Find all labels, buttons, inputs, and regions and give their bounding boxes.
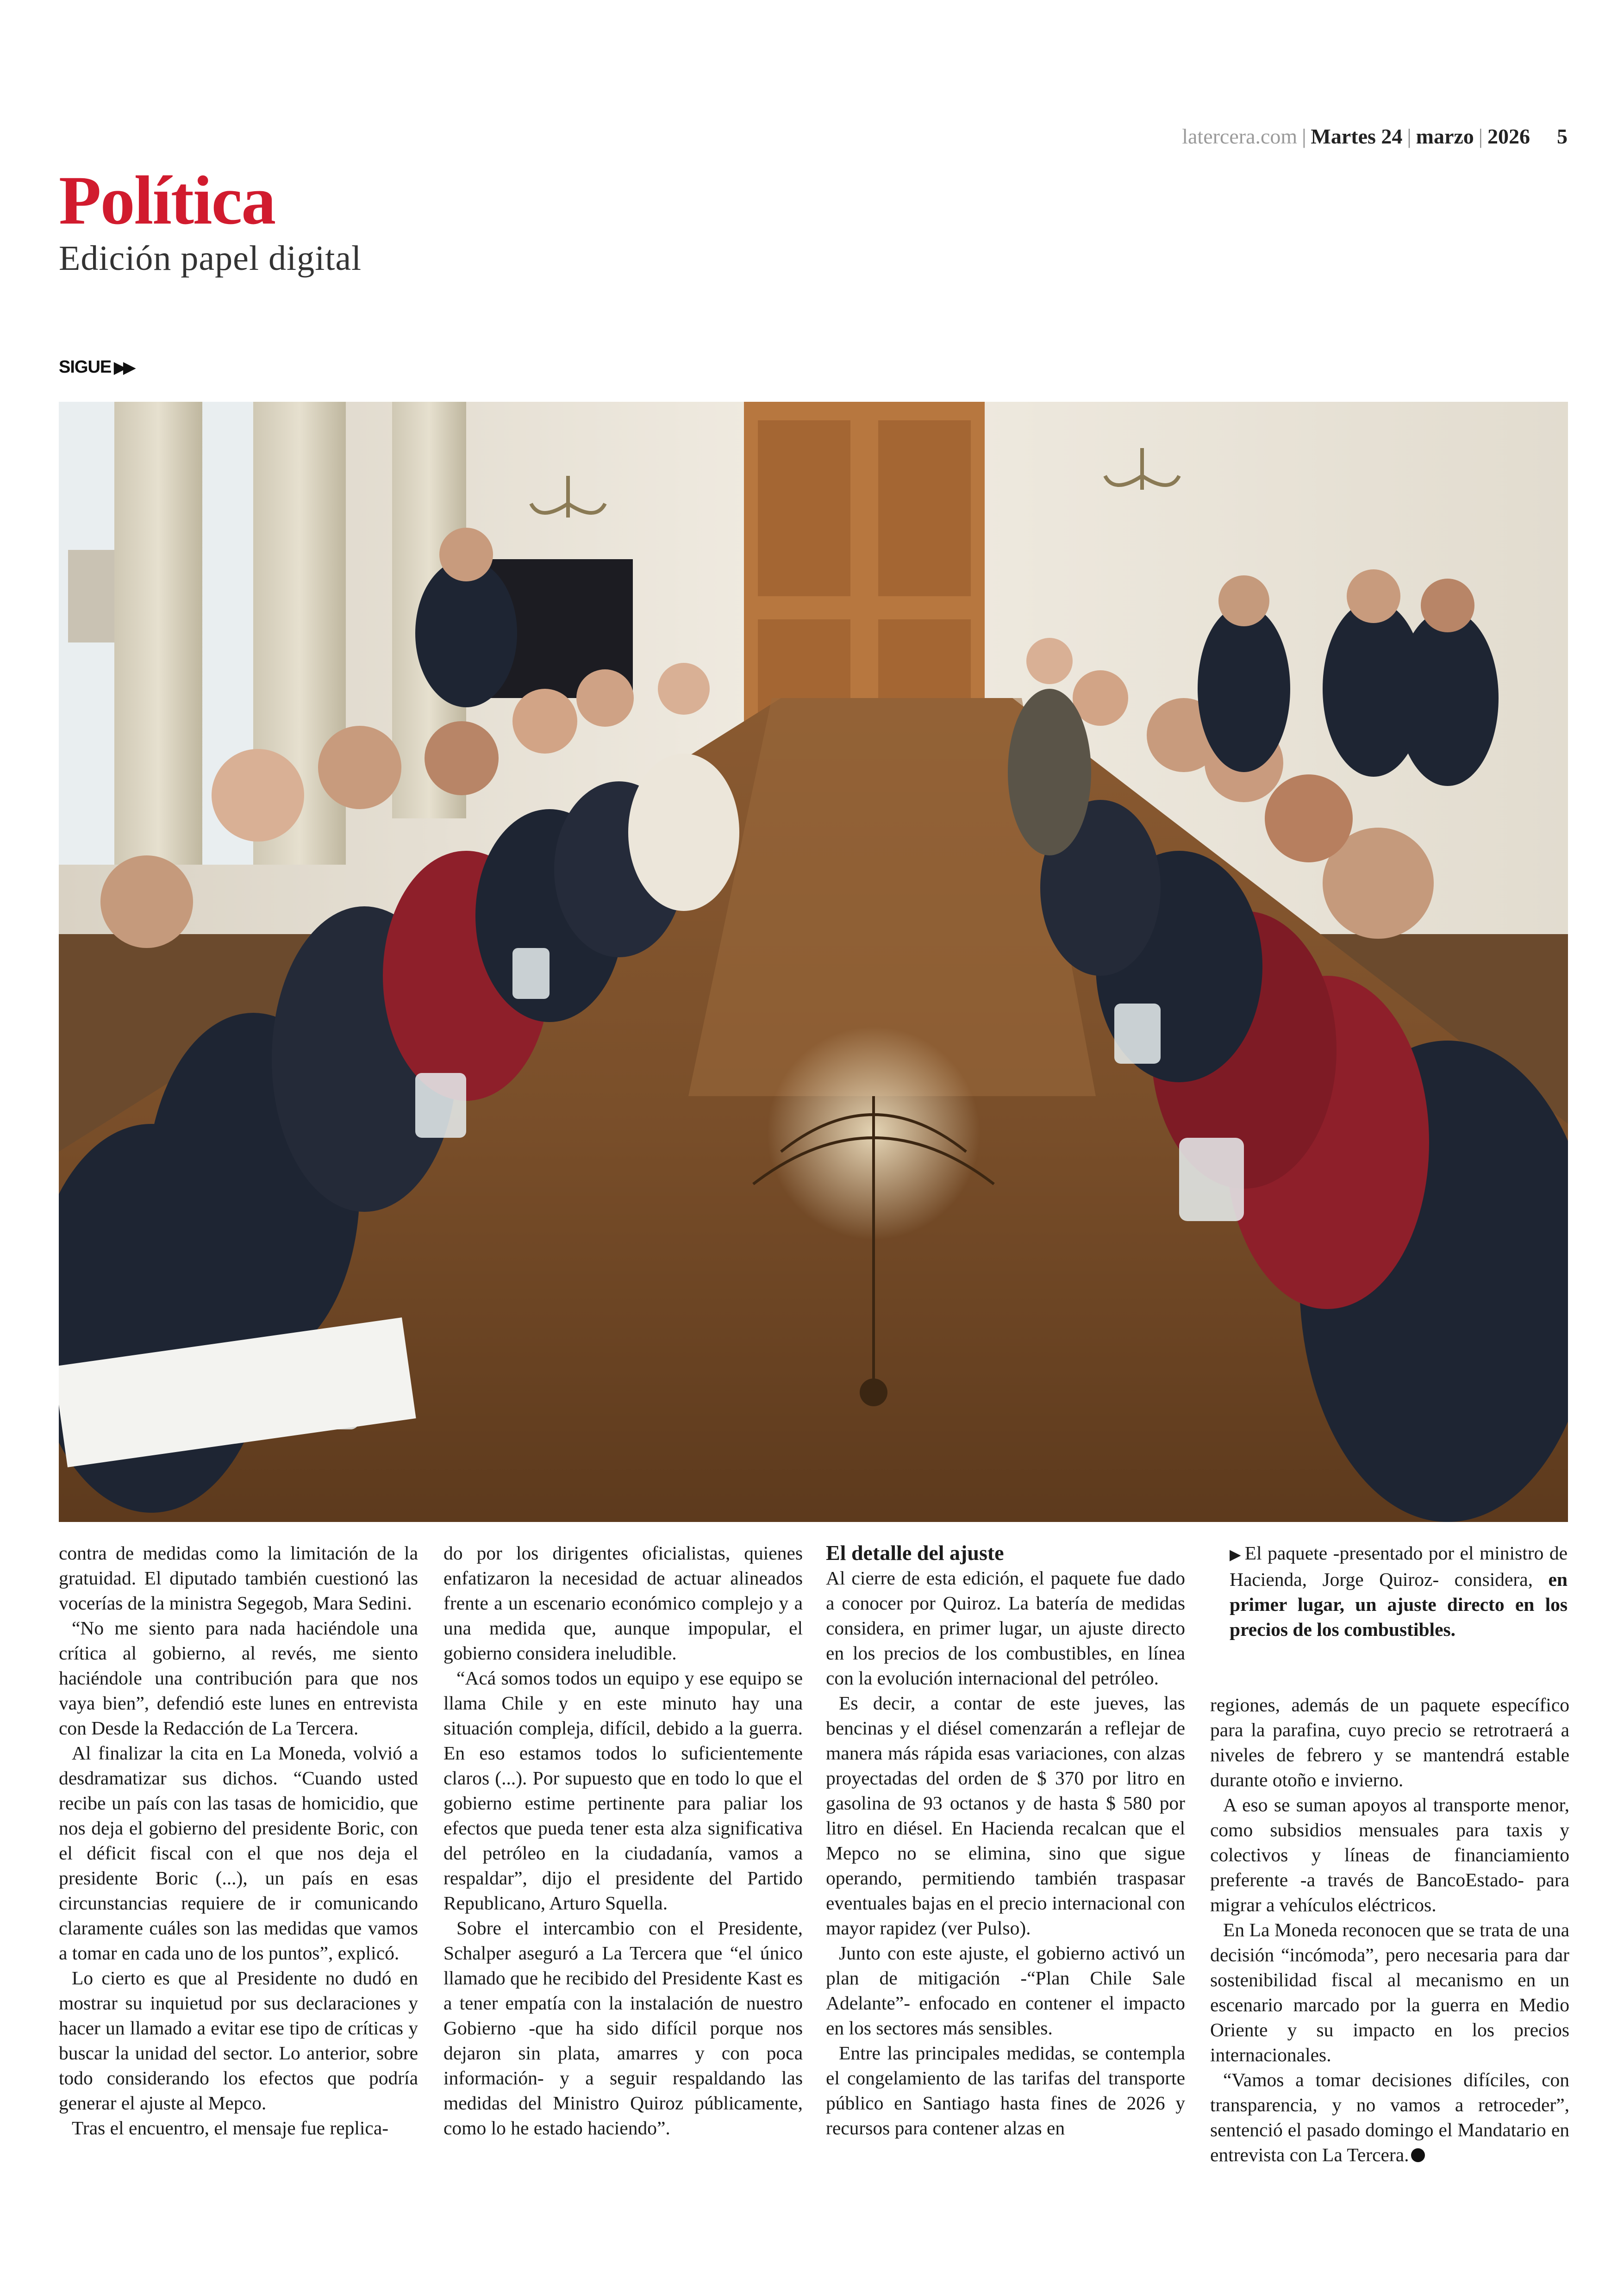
pull-quote-bold: en primer lugar, un ajuste directo en los precios de los combustibles. [1230, 1569, 1568, 1640]
continue-label: SIGUE [59, 357, 112, 377]
header-month: marzo [1416, 125, 1474, 148]
triangle-right-icon: ▶ [1230, 1546, 1242, 1563]
article-column-4 [1210, 1692, 1569, 2167]
header-year: 2026 [1487, 125, 1530, 148]
double-arrow-icon: ▶▶ [114, 359, 133, 376]
paragraph: regiones, además de un paquete específico para la parafina, cuyo precio se retrotraerá a niveles de febrero y se mantendrá estable durante otoño e invierno. [1210, 1694, 1569, 1790]
paragraph: Al cierre de esta edición, el paquete fue dado a conocer por Quiroz. La batería de medidas considera, en primer lugar, un ajuste directo en los precios de los combustibles, en línea con la evolución internacional del petróleo. [826, 1567, 1185, 1689]
paragraph: Junto con este ajuste, el gobierno activó un plan de mitigación -“Plan Chile Sale Adelante”- enfocado en contener el impacto en los sectores más sensibles. [826, 1942, 1185, 2039]
pull-quote [1230, 1540, 1568, 1642]
section-subheading: El detalle del ajuste [826, 1541, 1004, 1565]
header-day: Martes 24 [1311, 125, 1403, 148]
page-header: latercera.com | Martes 24 | marzo | 2026 5 [1182, 125, 1568, 148]
paragraph: do por los dirigentes oficialistas, quienes enfatizaron la necesidad de actuar alineados frente a un escenario económico complejo y a una medida que, aunque impopular, el gobierno considera ineludible. [443, 1542, 803, 1664]
paragraph: Es decir, a contar de este jueves, las bencinas y el diésel comenzarán a reflejar de manera más rápida esas variaciones, con alzas proyectadas del orden de $ 370 por litro en gasolina de 93 octanos y de hasta $ 580 por litro en diésel. En Hacienda recalcan que el Mepco no se elimina, sino que sigue operando, permitiendo también traspasar eventuales bajas en el precio internacional con mayor rapidez (ver Pulso). [826, 1692, 1185, 1939]
paragraph: En La Moneda reconocen que se trata de una decisión “incómoda”, pero necesaria para dar sostenibilidad fiscal al mecanismo en un escenario marcado por la guerra en Medio Oriente y su impacto en los precios internacionales. [1210, 1919, 1569, 2065]
paragraph [1210, 2067, 1569, 2167]
article-column-3 [826, 1540, 1185, 2140]
continue-marker [59, 357, 133, 377]
article-column-1 [59, 1540, 418, 2140]
article-column-2 [443, 1540, 803, 2140]
paragraph: A eso se suman apoyos al transporte menor, como subsidios mensuales para taxis y colectivos y líneas de financiamiento preferente -a través de BancoEstado- para migrar a vehículos eléctricos. [1210, 1794, 1569, 1915]
site-name[interactable]: latercera.com [1182, 125, 1298, 148]
section-title: Política [59, 162, 275, 239]
meeting-photo [59, 402, 1568, 1522]
paragraph: “No me siento para nada haciéndole una crítica al gobierno, al revés, me siento haciéndole una contribución para que nos vaya bien”, defendió este lunes en entrevista con Desde la Redacción de La Tercera. [59, 1617, 418, 1739]
pull-quote-lead: El paquete -presentado por el ministro de Hacienda, Jorge Quiroz- considera, [1230, 1542, 1568, 1590]
closing-quote: “Vamos a tomar decisiones difíciles, con transparencia, y no vamos a retroceder”, sentenció el pasado domingo el Mandatario en entrevista con La Tercera. [1210, 2069, 1569, 2165]
paragraph: contra de medidas como la limitación de la gratuidad. El diputado también cuestionó las vocerías de la ministra Segegob, Mara Sedini. [59, 1542, 418, 1614]
end-of-article-dot-icon [1411, 2148, 1425, 2162]
paragraph: “Acá somos todos un equipo y ese equipo se llama Chile y en este minuto hay una situación compleja, difícil, debido a la guerra. En eso estamos todos lo suficientemente claros (...). Por supuesto que en todo lo que el gobierno estime pertinente para paliar los efectos que pueda tener esta alza significativa del petróleo en la ciudadanía, vamos a respaldar”, dijo el presidente del Partido Republicano, Arturo Squella. [443, 1667, 803, 1914]
paragraph: Tras el encuentro, el mensaje fue replica- [72, 2117, 389, 2139]
paragraph: Al finalizar la cita en La Moneda, volvió a desdramatizar sus dichos. “Cuando usted recibe un país con las tasas de homicidio, que nos deja el gobierno del presidente Boric, con el déficit fiscal con el que nos deja el presidente Boric (...), un país en esas circunstancias requiere de ir comunicando claramente cuáles son las medidas que vamos a tomar en cada uno de los puntos”, explicó. [59, 1742, 418, 1964]
paragraph: Sobre el intercambio con el Presidente, Schalper aseguró a La Tercera que “el único llamado que he recibido del Presidente Kast es a tener empatía con la instalación de nuestro Gobierno -que ha sido difícil porque nos dejaron sin plata, amarres y con poca información- y a seguir respaldando las medidas del Ministro Quiroz públicamente, como lo he estado haciendo”. [443, 1917, 803, 2139]
meeting-photo-illustration [59, 402, 1568, 1522]
paragraph: Entre las principales medidas, se contempla el congelamiento de las tarifas del transporte público en Santiago hasta fines de 2026 y recursos para contener alzas en [826, 2042, 1185, 2139]
page-number: 5 [1557, 125, 1568, 148]
paragraph: Lo cierto es que al Presidente no dudó en mostrar su inquietud por sus declaraciones y hacer un llamado a evitar ese tipo de críticas y buscar la unidad del sector. Lo anterior, sobre todo considerando los efectos que podría generar el ajuste al Mepco. [59, 1967, 418, 2114]
curtain-left [114, 402, 202, 865]
section-subtitle: Edición papel digital [59, 239, 362, 278]
